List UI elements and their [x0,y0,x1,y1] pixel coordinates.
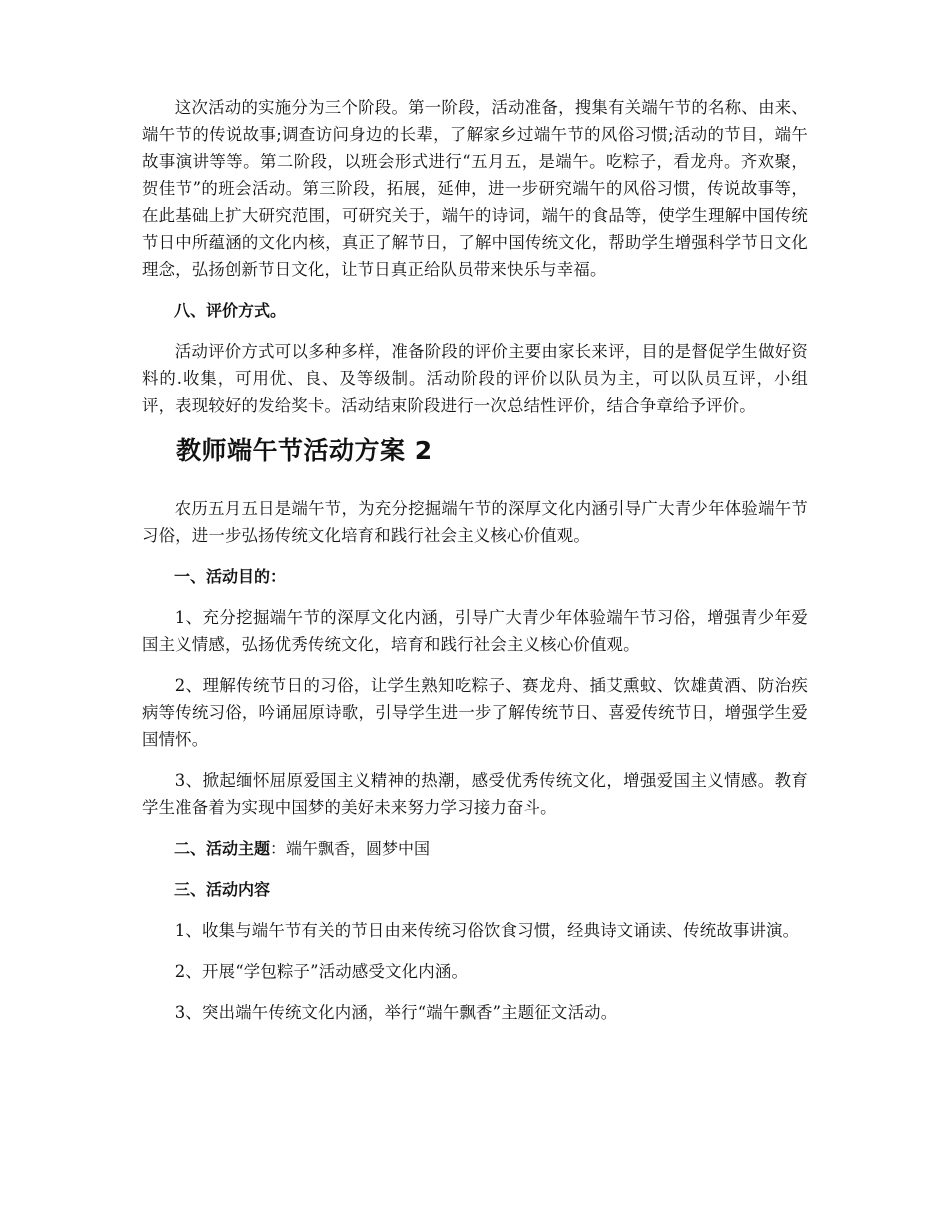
theme-line [142,835,808,862]
plan-title: 教师端午节活动方案 2 [176,436,433,465]
evaluation-paragraph: 活动评价方式可以多种多样，准备阶段的评价主要由家长来评，目的是督促学生做好资料的.收集，可用优、良、及等级制。活动阶段的评价以队员为主，可以队员互评，小组评，表现较好的发给奖卡。活动结束阶段进行一次总结性评价，结合争章给予评价。 [142,342,808,415]
stage-description-paragraph: 这次活动的实施分为三个阶段。第一阶段，活动准备，搜集有关端午节的名称、由来、端午节的传说故事;调查访问身边的长辈，了解家乡过端午节的风俗习惯;活动的节目，端午故事演讲等等。第二阶段，以班会形式进行“五月五，是端午。吃粽子，看龙舟。齐欢聚，贺佳节”的班会活动。第三阶段，拓展，延伸，进一步研究端午的风俗习惯，传说故事等，在此基础上扩大研究范围，可研究关于，端午的诗词，端午的食品等，使学生理解中国传统节日中所蕴涵的文化内核，真正了解节日，了解中国传统文化，帮助学生增强科学节日文化理念，弘扬创新节日文化，让节日真正给队员带来快乐与幸福。 [142,98,808,279]
evaluation-heading: 八、评价方式。 [174,301,287,320]
content-item-3: 3、突出端午传统文化内涵，举行“端午飘香”主题征文活动。 [174,1003,618,1022]
goal-item-1: 1、充分挖掘端午节的深厚文化内涵，引导广大青少年体验端午节习俗，增强青少年爱国主义情感，弘扬优秀传统文化，培育和践行社会主义核心价值观。 [142,608,808,654]
goal-item-2: 2、理解传统节日的习俗，让学生熟知吃粽子、赛龙舟、插艾熏蚊、饮雄黄酒、防治疾病等传统习俗，吟诵屈原诗歌，引导学生进一步了解传统节日、喜爱传统节日，增强学生爱国情怀。 [142,676,808,749]
plan-intro-paragraph: 农历五月五日是端午节，为充分挖掘端午节的深厚文化内涵引导广大青少年体验端午节习俗，进一步弘扬传统文化培育和践行社会主义核心价值观。 [142,499,808,545]
content-item-1: 1、收集与端午节有关的节日由来传统习俗饮食习惯，经典诗文诵读、传统故事讲演。 [174,921,800,940]
content-heading: 三、活动内容 [174,880,271,899]
goal-item-3: 3、掀起缅怀屈原爱国主义精神的热潮，感受优秀传统文化，增强爱国主义情感。教育学生准备着为实现中国梦的美好未来努力学习接力奋斗。 [142,771,808,817]
goal-heading: 一、活动目的： [174,567,287,586]
content-item-2: 2、开展“学包粽子”活动感受文化内涵。 [174,962,469,981]
document-page [142,94,808,1040]
theme-heading: 二、活动主题 [174,839,271,858]
theme-text: ：端午飘香，圆梦中国 [270,839,431,858]
